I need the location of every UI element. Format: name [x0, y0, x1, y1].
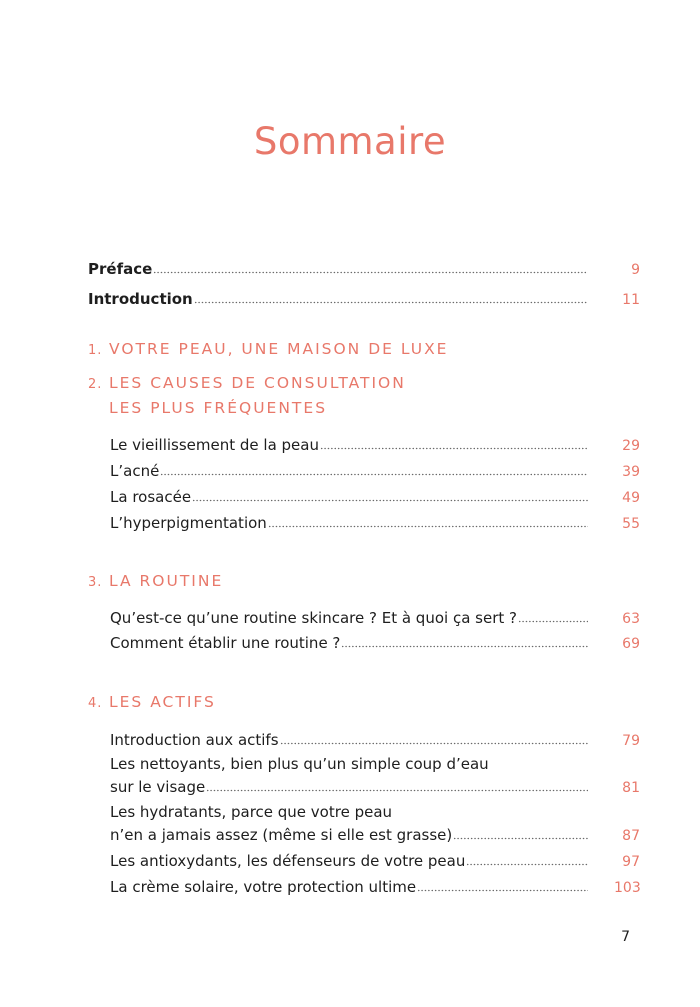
- toc-page-number: 49: [622, 490, 640, 506]
- toc-entry-label: La crème solaire, votre protection ultime: [110, 878, 417, 896]
- toc-entry-label: sur le visage: [110, 778, 206, 796]
- toc-page-number: 63: [622, 611, 640, 627]
- dot-leader: [194, 301, 588, 304]
- toc-entry-label: Qu’est-ce qu’une routine skincare ? Et à quoi ça sert ?: [110, 609, 517, 627]
- toc-entry[interactable]: [110, 878, 641, 896]
- toc-page-number: 9: [631, 262, 640, 278]
- toc-page-number: 79: [622, 733, 640, 749]
- toc-entry-label: n’en a jamais assez (même si elle est grasse): [110, 826, 453, 844]
- toc-page-number: 29: [622, 438, 640, 454]
- toc-entry-label: Préface: [88, 260, 153, 278]
- toc-entry[interactable]: [110, 462, 640, 480]
- page-title: Sommaire: [253, 120, 447, 163]
- toc-entry-label-line1: Les hydratants, parce que votre peau: [110, 803, 393, 821]
- chapter-number: 4.: [88, 696, 103, 711]
- toc-entry-introduction[interactable]: [88, 290, 640, 308]
- dot-leader: [268, 525, 588, 528]
- toc-entry-label: Les antioxydants, les défenseurs de votre peau: [110, 852, 466, 870]
- toc-entry-label: La rosacée: [110, 488, 192, 506]
- dot-leader: [160, 473, 588, 476]
- toc-page-number: 55: [622, 516, 640, 532]
- dot-leader: [518, 620, 588, 623]
- toc-entry-label: Introduction aux actifs: [110, 731, 279, 749]
- toc-page-number: 97: [622, 854, 640, 870]
- chapter-title: LES ACTIFS: [109, 693, 216, 711]
- toc-entry[interactable]: [110, 778, 640, 796]
- dot-leader: [320, 447, 588, 450]
- page-folio: 7: [621, 929, 630, 945]
- chapter-title: VOTRE PEAU, UNE MAISON DE LUXE: [109, 340, 449, 358]
- dot-leader: [153, 271, 588, 274]
- toc-entry[interactable]: [110, 731, 640, 749]
- toc-entry-label: L’acné: [110, 462, 160, 480]
- toc-entry[interactable]: [110, 826, 640, 844]
- chapter-number: 3.: [88, 575, 103, 590]
- toc-entry[interactable]: [110, 634, 640, 652]
- chapter-heading-4[interactable]: [88, 693, 216, 711]
- toc-entry[interactable]: [110, 609, 640, 627]
- dot-leader: [280, 742, 588, 745]
- toc-entry-label-line1: Les nettoyants, bien plus qu’un simple coup d’eau: [110, 755, 489, 773]
- toc-entry-label: Comment établir une routine ?: [110, 634, 341, 652]
- chapter-heading-3[interactable]: [88, 572, 223, 590]
- chapter-number: 2.: [88, 377, 103, 392]
- dot-leader: [453, 837, 588, 840]
- toc-entry[interactable]: [110, 488, 640, 506]
- dot-leader: [417, 889, 588, 892]
- dot-leader: [466, 863, 588, 866]
- toc-page-number: 87: [622, 828, 640, 844]
- toc-entry[interactable]: [110, 514, 640, 532]
- chapter-heading-1[interactable]: [88, 340, 448, 358]
- chapter-title: LA ROUTINE: [109, 572, 224, 590]
- dot-leader: [192, 499, 588, 502]
- toc-page-number: 39: [622, 464, 640, 480]
- chapter-title: LES CAUSES DE CONSULTATION: [109, 374, 406, 392]
- toc-entry[interactable]: [110, 436, 640, 454]
- chapter-heading-2[interactable]: [88, 374, 406, 392]
- toc-entry-label: Le vieillissement de la peau: [110, 436, 319, 454]
- dot-leader: [341, 645, 588, 648]
- toc-page-number: 11: [622, 292, 640, 308]
- toc-page-number: 69: [622, 636, 640, 652]
- toc-entry-label: Introduction: [88, 290, 193, 308]
- toc-page-number: 103: [614, 880, 641, 896]
- toc-page-number: 81: [622, 780, 640, 796]
- toc-entry-label: L’hyperpigmentation: [110, 514, 267, 532]
- dot-leader: [206, 789, 588, 792]
- chapter-title-continued: LES PLUS FRÉQUENTES: [109, 399, 328, 417]
- chapter-number: 1.: [88, 343, 103, 358]
- toc-entry[interactable]: [110, 852, 640, 870]
- toc-entry-preface[interactable]: [88, 260, 640, 278]
